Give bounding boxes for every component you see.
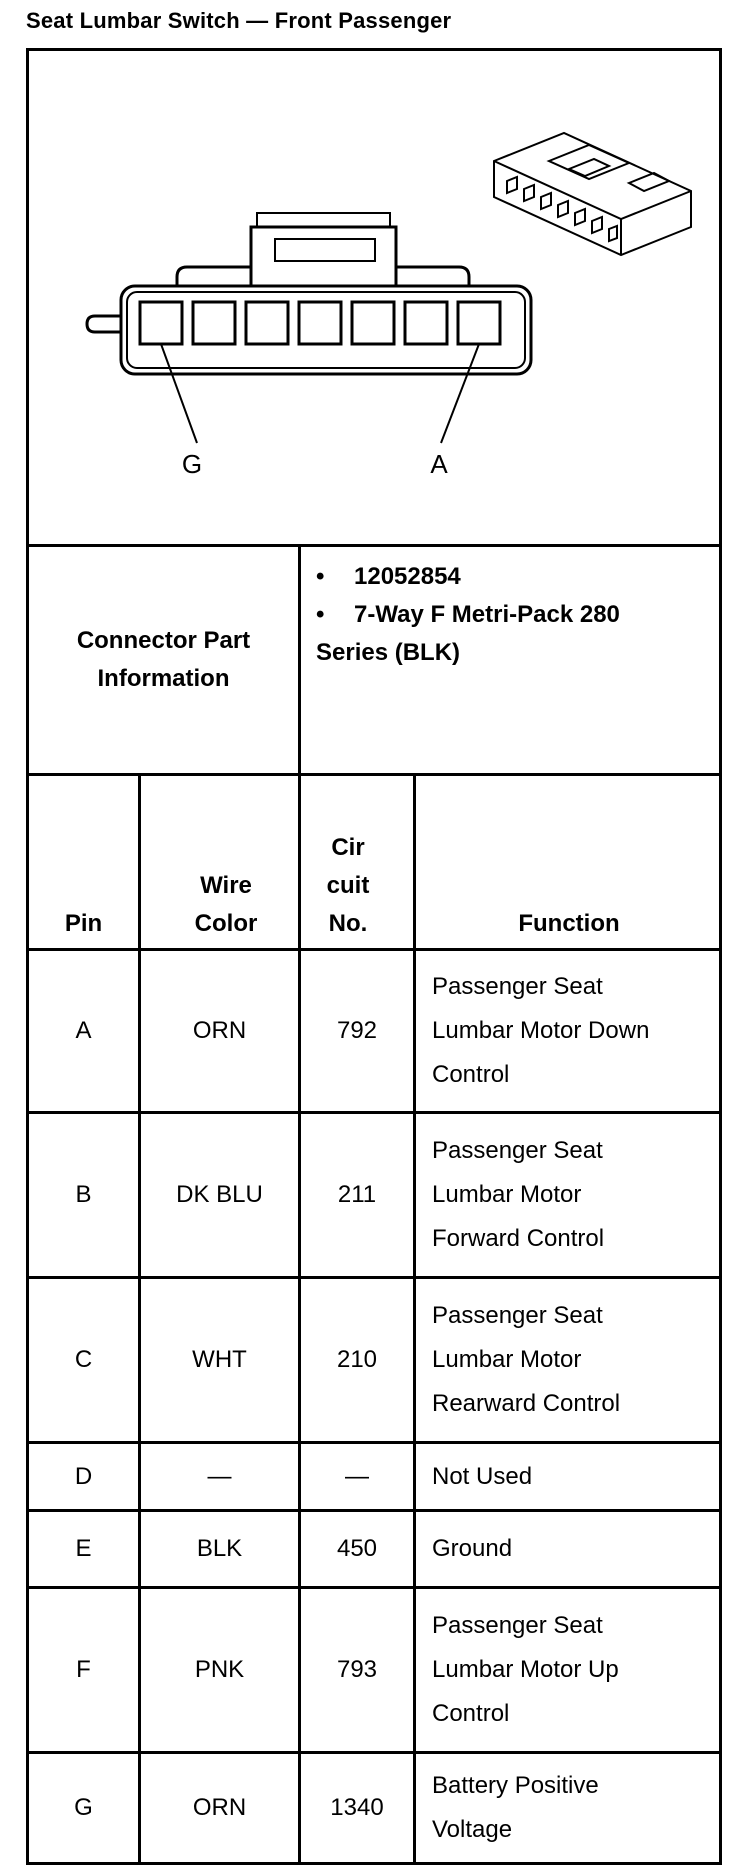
table-row-c-pin: C bbox=[74, 1346, 93, 1373]
divider-info-column bbox=[298, 544, 301, 776]
connector-info-cell bbox=[29, 547, 298, 773]
table-row-d-circuit: — bbox=[345, 1462, 369, 1490]
table-row-d-wire: — bbox=[207, 1462, 232, 1490]
table-row-c-function: Passenger Seat Lumbar Motor Rearward Control bbox=[432, 1302, 621, 1417]
table-row-c-circuit: 210 bbox=[336, 1346, 378, 1373]
connector-info-list bbox=[316, 558, 646, 672]
table-row-e-function: Ground bbox=[432, 1535, 513, 1562]
header-circuit-no: Cir cuit No. bbox=[326, 834, 370, 937]
table-row-g-wire: ORN bbox=[192, 1794, 247, 1821]
table-row-b-wire: DK BLU bbox=[176, 1181, 263, 1208]
connector-info-item: • 12052854 bbox=[316, 563, 461, 590]
table-row-g-pin: G bbox=[74, 1794, 93, 1821]
table-row-a-circuit: 792 bbox=[336, 1017, 378, 1044]
table-row-b-function: Passenger Seat Lumbar Motor Forward Control bbox=[432, 1137, 605, 1252]
table-row-c-wire: WHT bbox=[192, 1346, 247, 1373]
table-row-f-function: Passenger Seat Lumbar Motor Up Control bbox=[432, 1612, 619, 1727]
table-row-b-circuit: 211 bbox=[337, 1181, 377, 1208]
connector-perspective-icon bbox=[494, 133, 691, 255]
table-row-a-function: Passenger Seat Lumbar Motor Down Control bbox=[432, 973, 650, 1088]
header-pin: Pin bbox=[64, 910, 103, 937]
header-function: Function bbox=[518, 910, 620, 937]
table-row-a-wire: ORN bbox=[192, 1017, 247, 1044]
table-row-g-function: Battery Positive Voltage bbox=[432, 1772, 599, 1843]
table-row-d-pin: D bbox=[74, 1462, 93, 1490]
connector-face-icon bbox=[87, 213, 531, 443]
connector-diagram bbox=[29, 51, 719, 544]
table-row-f-pin: F bbox=[76, 1656, 91, 1683]
table-row-b-pin: B bbox=[75, 1181, 92, 1208]
pin-label-g: G bbox=[181, 449, 203, 479]
divider-row-g bbox=[26, 1862, 722, 1865]
table-row-d-function: Not Used bbox=[432, 1462, 533, 1490]
page-title: Seat Lumbar Switch — Front Passenger bbox=[26, 8, 452, 33]
connector-info-label: Connector Part Information bbox=[76, 627, 251, 692]
header-wire-color: Wire Color bbox=[194, 872, 258, 937]
table-row-e-circuit: 450 bbox=[336, 1535, 378, 1562]
connector-info-item: • 7-Way F Metri-Pack 280 Series (BLK) bbox=[316, 601, 620, 666]
table-row-a-pin: A bbox=[75, 1017, 92, 1044]
table-row-g-circuit: 1340 bbox=[330, 1794, 384, 1821]
table-row-e-pin: E bbox=[75, 1535, 92, 1562]
divider-info bbox=[26, 773, 722, 776]
table-row-e-wire: BLK bbox=[196, 1535, 243, 1562]
table-row-f-wire: PNK bbox=[194, 1656, 245, 1683]
pin-label-a: A bbox=[430, 449, 448, 479]
table-row-f-circuit: 793 bbox=[336, 1656, 378, 1683]
